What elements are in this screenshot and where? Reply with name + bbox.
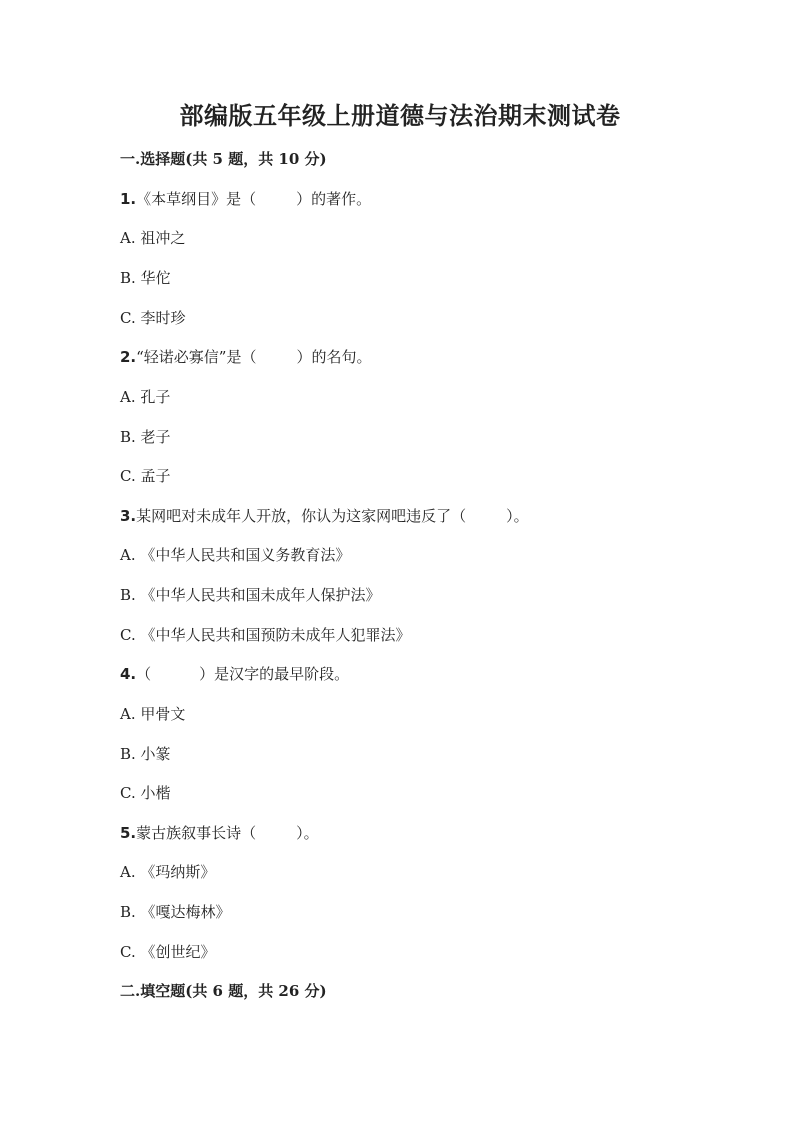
question-1-option-b: B. 华佗	[120, 269, 171, 287]
question-text-after: ）。	[296, 824, 319, 842]
question-2-option-b: B. 老子	[120, 428, 171, 446]
question-text-after: ）。	[506, 507, 529, 525]
question-text-before: 蒙古族叙事长诗（	[136, 824, 257, 842]
question-4-option-a: A. 甲骨文	[120, 705, 186, 723]
question-3-option-c: C. 《中华人民共和国预防未成年人犯罪法》	[120, 626, 411, 644]
question-1	[120, 189, 371, 209]
question-text-after: ）的著作。	[296, 190, 372, 208]
question-5-option-a: A. 《玛纳斯》	[120, 863, 216, 881]
question-1-option-a: A. 祖冲之	[120, 229, 186, 247]
question-2	[120, 347, 372, 367]
question-3-option-b: B. 《中华人民共和国未成年人保护法》	[120, 586, 381, 604]
question-text-before: （	[136, 665, 152, 683]
question-2-option-a: A. 孔子	[120, 388, 171, 406]
question-number: 1.	[120, 190, 137, 208]
question-5	[120, 823, 319, 843]
question-4-option-c: C. 小楷	[120, 784, 171, 802]
section-heading-fill-in: 二.填空题(共 6 题，共 26 分)	[120, 982, 327, 1000]
question-text-before: 某网吧对未成年人开放，你认为这家网吧违反了（	[136, 507, 467, 525]
question-5-option-b: B. 《嘎达梅林》	[120, 903, 231, 921]
question-number: 5.	[120, 824, 137, 842]
question-number: 4.	[120, 665, 137, 683]
question-3	[120, 506, 529, 526]
question-number: 3.	[120, 507, 137, 525]
question-text-before: “轻诺必寡信”是（	[136, 348, 257, 366]
question-text-after: ）是汉字的最早阶段。	[199, 665, 350, 683]
page-title: 部编版五年级上册道德与法治期末测试卷	[179, 101, 621, 130]
question-3-option-a: A. 《中华人民共和国义务教育法》	[120, 546, 351, 564]
question-4	[120, 664, 349, 684]
question-text-before: 《本草纲目》是（	[136, 190, 257, 208]
question-number: 2.	[120, 348, 137, 366]
question-5-option-c: C. 《创世纪》	[120, 943, 216, 961]
question-1-option-c: C. 李时珍	[120, 309, 186, 327]
question-2-option-c: C. 孟子	[120, 467, 171, 485]
question-text-after: ）的名句。	[296, 348, 372, 366]
question-4-option-b: B. 小篆	[120, 745, 171, 763]
section-heading-choice: 一.选择题(共 5 题，共 10 分)	[120, 150, 327, 168]
